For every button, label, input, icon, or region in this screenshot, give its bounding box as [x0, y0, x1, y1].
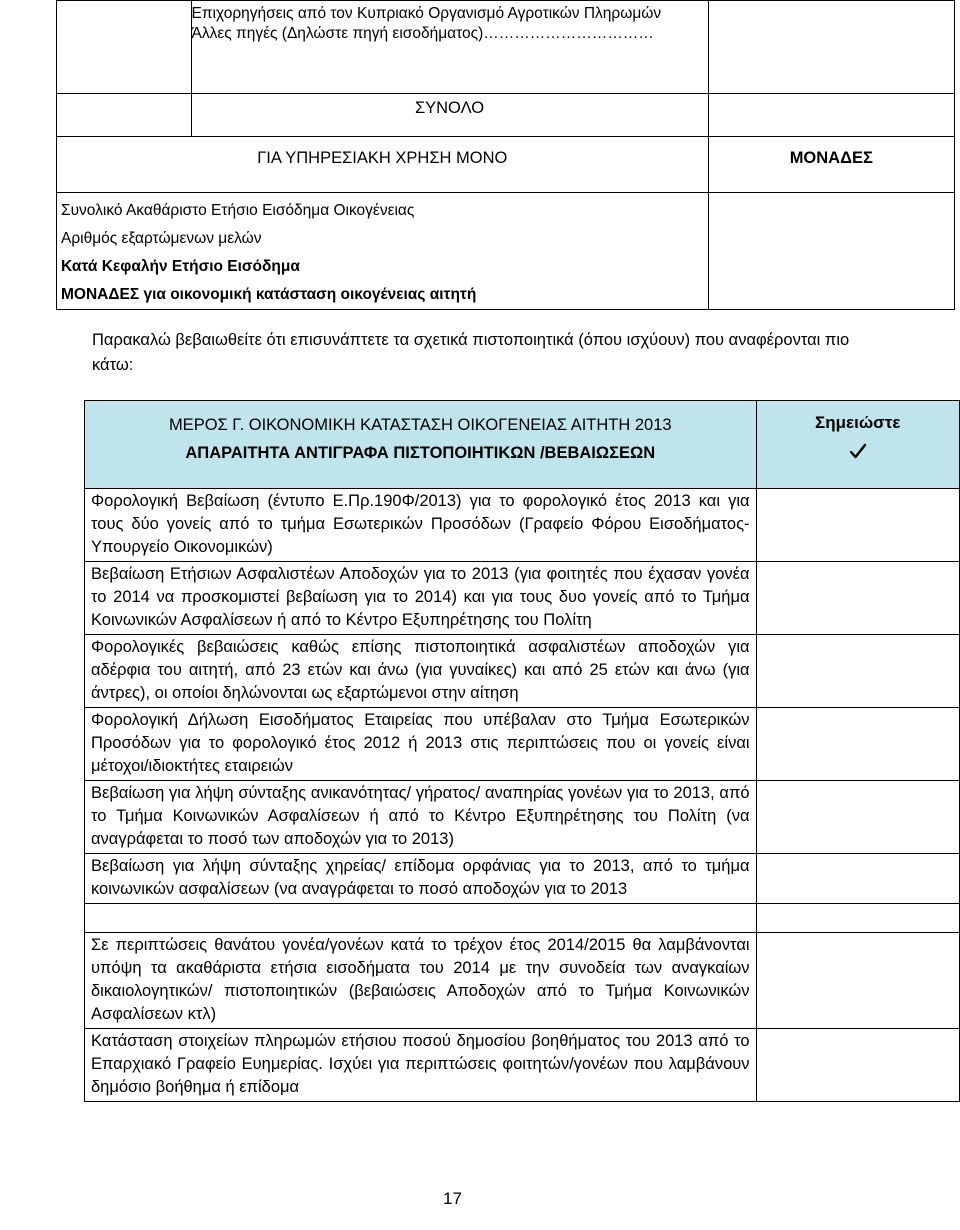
subsidy-label: Επιχορηγήσεις από τον Κυπριακό Οργανισμό Αγροτικών Πληρωμών [191, 5, 662, 22]
units-value-cell[interactable] [708, 193, 954, 310]
document-text: Βεβαίωση για λήψη σύνταξης χηρείας/ επίδομα ορφάνιας για το 2013, από το τμήμα κοινωνικών ασφαλίσεων (να αναγράφεται το ποσό αποδοχών για το 2013 [85, 854, 757, 904]
checkmark-icon [849, 443, 867, 459]
section-subtitle: ΑΠΑΡΑΙΤΗΤΑ ΑΝΤΙΓΡΑΦΑ ΠΙΣΤΟΠΟΙΗΤΙΚΩΝ /ΒΕΒΑΙΩΣΕΩΝ [185, 444, 656, 462]
per-capita-income-label: Κατά Κεφαλήν Ετήσιο Εισόδημα [61, 258, 300, 275]
document-row [85, 708, 960, 781]
document-row [85, 854, 960, 904]
document-row [85, 635, 960, 708]
document-checkbox[interactable] [756, 708, 959, 781]
document-text: Σε περιπτώσεις θανάτου γονέα/γονέων κατά το τρέχον έτος 2014/2015 θα λαμβάνονται υπόψη τα ακαθάριστα ετήσια εισοδήματα του 2014 με την συνοδεία των αναγκαίων δικαιολογητικών/ πιστοποιητικών (βεβαιώσεις Αποδοχών από το Τμήμα Κοινωνικών Ασφαλίσεων κτλ) [85, 933, 757, 1029]
document-checkbox[interactable] [756, 933, 959, 1029]
gross-income-label: Συνολικό Ακαθάριστο Ετήσιο Εισόδημα Οικογένειας [61, 202, 415, 219]
value-cell[interactable] [708, 1, 954, 94]
document-row [85, 933, 960, 1029]
page-number: 17 [443, 1189, 462, 1208]
total-row [57, 94, 955, 137]
document-checkbox[interactable] [756, 1029, 959, 1102]
other-sources-cell [191, 1, 708, 94]
document-row [85, 1029, 960, 1102]
dependents-label: Αριθμός εξαρτώμενων μελών [61, 230, 262, 247]
note-header: Σημειώστε [815, 413, 901, 432]
document-checkbox[interactable] [756, 854, 959, 904]
total-value-cell[interactable] [708, 94, 954, 137]
document-checkbox[interactable] [756, 562, 959, 635]
documents-table [84, 400, 960, 1102]
document-text: Βεβαίωση Ετήσιων Ασφαλιστέων Αποδοχών για το 2013 (για φοιτητές που έχασαν γονέα το 2014 να προσκομιστεί βεβαίωση για το 2014) και για τους δυο γονείς από το Τμήμα Κοινωνικών Ασφαλίσεων ή από το Κέντρο Εξυπηρέτησης του Πολίτη [85, 562, 757, 635]
section-title: ΜΕΡΟΣ Γ. ΟΙΚΟΝΟΜΙΚΗ ΚΑΤΑΣΤΑΣΗ ΟΙΚΟΓΕΝΕΙΑΣ ΑΙΤΗΤΗ 2013 [168, 416, 672, 434]
income-summary-table [56, 0, 955, 310]
document-row [85, 562, 960, 635]
document-checkbox[interactable] [756, 489, 959, 562]
spacer-cell [756, 904, 959, 933]
documents-header [85, 401, 757, 489]
other-sources-row [57, 1, 955, 94]
spacer-row [85, 904, 960, 933]
documents-header-row [85, 401, 960, 489]
note-header-cell [756, 401, 959, 489]
service-use-row [57, 137, 955, 193]
document-checkbox[interactable] [756, 635, 959, 708]
blank-cell [57, 94, 192, 137]
document-text: Βεβαίωση για λήψη σύνταξης ανικανότητας/ γήρατος/ αναπηρίας γονέων για το 2013, από το Τμήμα Κοινωνικών Ασφαλίσεων ή από το Κέντρο Εξυπηρέτησης του Πολίτη (να αναγράφεται το ποσό των αποδοχών για το 2013) [85, 781, 757, 854]
summary-rows [57, 193, 709, 310]
intro-text: Παρακαλώ βεβαιωθείτε ότι επισυνάπτετε τα σχετικά πιστοποιητικά (όπου ισχύουν) που αναφέρονται πιο κάτω: [92, 331, 850, 374]
total-label: ΣΥΝΟΛΟ [191, 94, 708, 137]
financial-units-label: ΜΟΝΑΔΕΣ για οικονομική κατάσταση οικογένειας αιτητή [61, 286, 477, 303]
document-checkbox[interactable] [756, 781, 959, 854]
service-use-label: ΓΙΑ ΥΠΗΡΕΣΙΑΚΗ ΧΡΗΣΗ ΜΟΝΟ [57, 137, 709, 193]
document-row [85, 781, 960, 854]
blank-cell [57, 1, 192, 94]
document-text: Κατάσταση στοιχείων πληρωμών ετήσιου ποσού δημοσίου βοηθήματος του 2013 από το Επαρχιακό Γραφείο Ευημερίας. Ισχύει για περιπτώσεις φοιτητών/γονέων που λαμβάνουν δημόσιο βοήθημα ή επίδομα [85, 1029, 757, 1102]
document-text: Φορολογικές βεβαιώσεις καθώς επίσης πιστοποιητικά ασφαλιστέων αποδοχών για αδέρφια του αιτητή, από 23 ετών και άνω (για γυναίκες) και από 25 ετών και άνω (για άντρες), οι οποίοι δηλώνονται ως εξαρτώμενοι στην αίτηση [85, 635, 757, 708]
document-text: Φορολογική Δήλωση Εισοδήματος Εταιρείας που υπέβαλαν στο Τμήμα Εσωτερικών Προσόδων για το φορολογικό έτος 2012 ή 2013 στις περιπτώσεις που οι γονείς είναι μέτοχοι/ιδιοκτήτες εταιρειών [85, 708, 757, 781]
other-source-label: Άλλες πηγές (Δηλώστε πηγή εισοδήματος)…………………………… [191, 25, 654, 42]
document-text: Φορολογική Βεβαίωση (έντυπο Ε.Πρ.190Φ/2013) για το φορολογικό έτος 2013 και για τους δύο γονείς από το τμήμα Εσωτερικών Προσόδων (Γραφείο Φόρου Εισοδήματος- Υπουργείο Οικονομικών) [85, 489, 757, 562]
document-row [85, 489, 960, 562]
units-header: ΜΟΝΑΔΕΣ [708, 137, 954, 193]
summary-block [57, 193, 955, 310]
spacer-cell [85, 904, 757, 933]
